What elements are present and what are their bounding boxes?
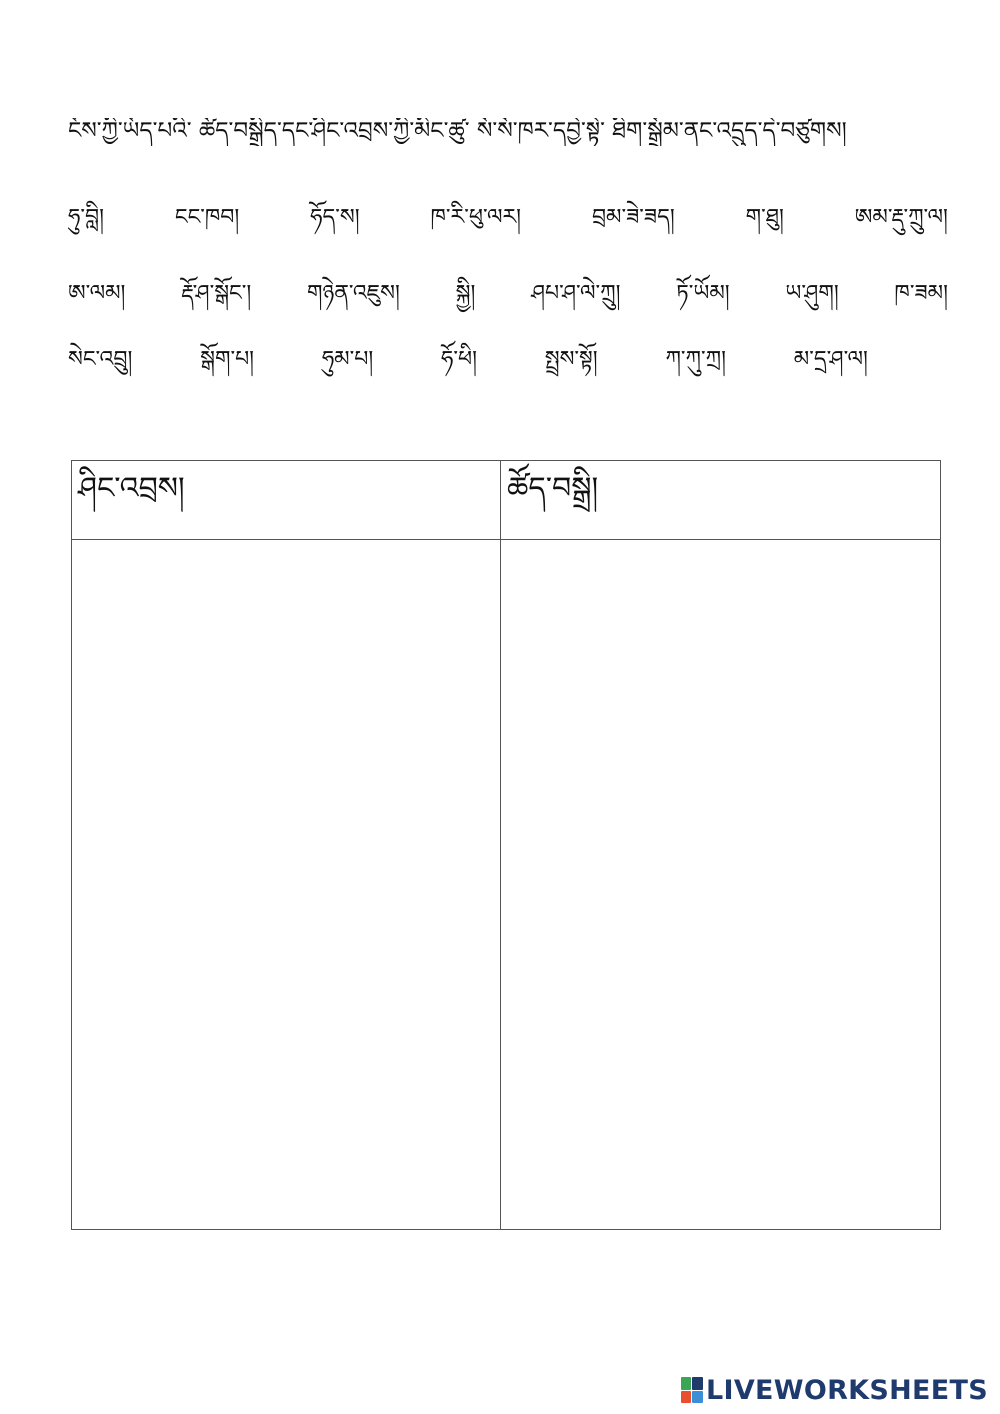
draggable-word[interactable]: ཨམ་རྡུ་ཀྲུ་ལ། bbox=[854, 204, 948, 230]
column-header-fruits: ཤིང་འབྲས། bbox=[72, 461, 501, 540]
logo-square-red bbox=[681, 1391, 692, 1404]
draggable-word[interactable]: ཁ་ཟམ། bbox=[894, 280, 948, 306]
draggable-word[interactable]: སྒོག་པ། bbox=[200, 346, 255, 372]
word-bank-row-2 bbox=[68, 268, 948, 320]
draggable-word[interactable]: ག་ཐུ། bbox=[745, 204, 784, 230]
instruction-text: ངོས་ཀྱི་ཡོད་པའི་ ཚོད་བསྒྲིད་དང་ཤིང་འབྲས་ཀྱི་མིང་ཚུ་ སོ་སོ་ཁར་དབྱེ་སྟེ་ ཐིག་སྒྲོམ་ནང་འདྲུད་དེ་བཙུགས། bbox=[68, 118, 847, 144]
draggable-word[interactable]: ཨ་ལམ། bbox=[68, 280, 126, 306]
draggable-word[interactable]: ཡ་ཤུག། bbox=[785, 280, 839, 306]
draggable-word[interactable]: ཧོ་ཕི། bbox=[440, 346, 477, 372]
word-bank-row-3 bbox=[68, 334, 868, 386]
draggable-word[interactable]: སེང་འབྲུ། bbox=[68, 346, 133, 372]
draggable-word[interactable]: ངང་ཁབ། bbox=[174, 204, 240, 230]
logo-square-blue-dark bbox=[692, 1377, 703, 1390]
draggable-word[interactable]: ཧུ་བླི། bbox=[68, 204, 104, 230]
column-header-vegetables: ཚོད་བསྒྲི། bbox=[501, 461, 940, 540]
logo-square-blue bbox=[692, 1391, 703, 1404]
draggable-word[interactable]: ཧོད་ས། bbox=[310, 204, 360, 230]
logo-text: LIVEWORKSHEETS bbox=[705, 1374, 988, 1406]
draggable-word[interactable]: ཀ་ཀུ་ཀྲ། bbox=[665, 346, 727, 372]
draggable-word[interactable]: མ་དྲ་ཤ་ལ། bbox=[793, 346, 868, 372]
draggable-word[interactable]: ཁ་རི་ཕུ་ལར། bbox=[430, 204, 522, 230]
drop-zone-fruits[interactable] bbox=[72, 540, 501, 1229]
word-bank-row-1 bbox=[68, 192, 948, 244]
draggable-word[interactable]: གཉེན་འཇུས། bbox=[306, 280, 400, 306]
logo-square-green bbox=[681, 1377, 692, 1390]
draggable-word[interactable]: ཧུམ་པ། bbox=[321, 346, 374, 372]
draggable-word[interactable]: ཤཔ་ཤ་ལེ་ཀྲུ། bbox=[531, 280, 621, 306]
draggable-word[interactable]: སྤྲས་སྟོ། bbox=[544, 346, 598, 372]
liveworksheets-logo bbox=[681, 1370, 988, 1410]
draggable-word[interactable]: བྲམ་ཟེ་ཟད། bbox=[591, 204, 675, 230]
drop-zone-vegetables[interactable] bbox=[501, 540, 940, 1229]
logo-icon bbox=[681, 1377, 703, 1403]
sorting-table bbox=[71, 460, 941, 1230]
draggable-word[interactable]: སྐྱི། bbox=[455, 280, 476, 306]
draggable-word[interactable]: ཏོ་ཡོམ། bbox=[676, 280, 730, 306]
draggable-word[interactable]: རྡོ་ཤ་སྒོང་། bbox=[181, 280, 252, 306]
